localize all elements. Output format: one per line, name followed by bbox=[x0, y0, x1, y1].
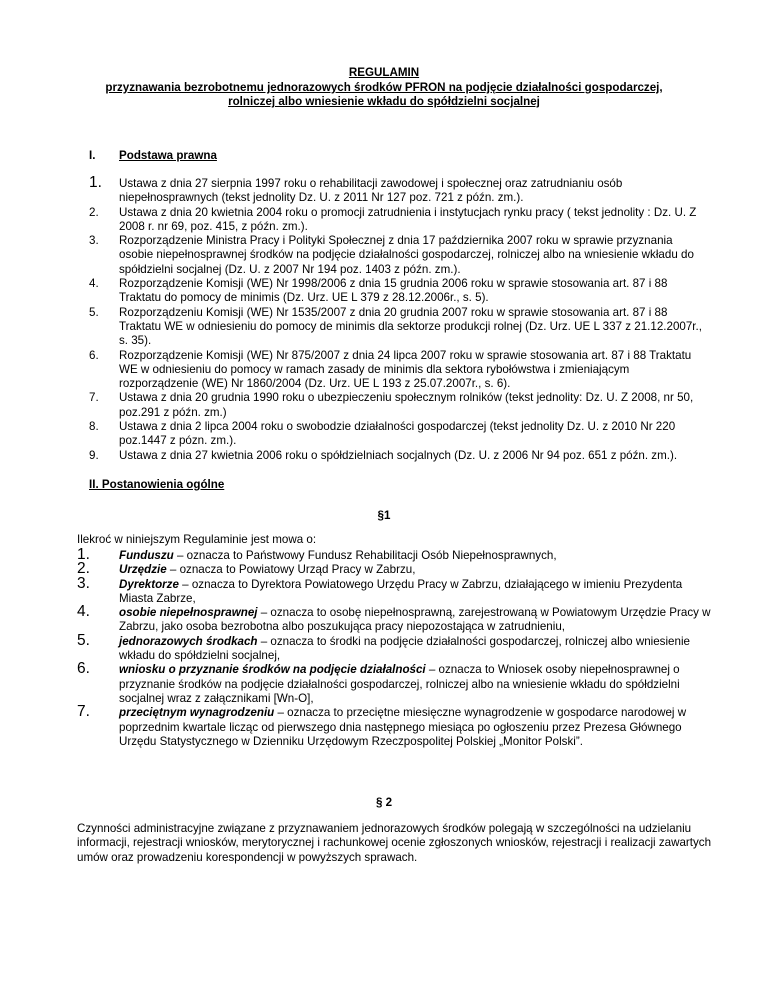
legal-basis-list bbox=[89, 174, 709, 463]
title-line-3: rolniczej albo wniesienie wkładu do spółdzielni socjalnej bbox=[228, 95, 540, 109]
definitions-list bbox=[77, 546, 719, 749]
list-item: 6. wniosku o przyznanie środków na podjęcie działalności – oznacza to Wniosek osoby niepełnosprawnej o przyznanie środków na podjęcie działalności gospodarczej, rolniczej albo na wniesienie wkładu do spółdzielni socjalnej wraz z załącznikami [Wn-O], bbox=[77, 660, 680, 705]
paragraph-1-intro: Ilekroć w niniejszym Regulaminie jest mowa o: bbox=[77, 533, 317, 546]
paragraph-1-label: §1 bbox=[377, 509, 391, 522]
list-item: 6. Rozporządzenie Komisji (WE) Nr 875/2007 z dnia 24 lipca 2007 roku w sprawie stosowania art. 87 i 88 Traktatu WE w odniesieniu do pomocy w ramach zasady de minimis dla sektora rybołówstwa i zmieniającym rozporządzenie (WE) Nr 1860/2004 (Dz. Urz. UE L 193 z 25.07.2007r., s. 6). bbox=[89, 348, 692, 391]
list-item: 7. Ustawa z dnia 20 grudnia 1990 roku o ubezpieczeniu społecznym rolników (tekst jednolity: Dz. U. Z 2008, nr 50, poz.291 z późn. zm.) bbox=[89, 391, 694, 419]
section-2-title: II. Postanowienia ogólne bbox=[89, 478, 225, 491]
list-item: 9. Ustawa z dnia 27 kwietnia 2006 roku o spółdzielniach socjalnych (Dz. U. z 2006 Nr 94 poz. 651 z późn. zm.). bbox=[89, 448, 678, 462]
list-item: 7. przeciętnym wynagrodzeniu – oznacza to przeciętne miesięczne wynagrodzenie w gospodarce narodowej w poprzednim kwartale licząc od pierwszego dnia następnego miesiąca po ogłoszeniu przez Prezesa Głównego Urzędu Statystycznego w Dzienniku Urzędowym Rzeczpospolitej Polskiej „Monitor Polski”. bbox=[77, 703, 687, 748]
list-item: 3. Dyrektorze – oznacza to Dyrektora Powiatowego Urzędu Pracy w Zabrzu, działającego w imieniu Prezydenta Miasta Zabrze, bbox=[77, 574, 683, 605]
document-title bbox=[0, 66, 768, 110]
list-item: 1. Ustawa z dnia 27 sierpnia 1997 roku o rehabilitacji zawodowej i społecznej oraz zatrudnianiu osób niepełnosprawnych (tekst jednolity Dz. U. z 2011 Nr 127 poz. 721 z późn. zm.). bbox=[89, 174, 623, 205]
list-item: 8. Ustawa z dnia 2 lipca 2004 roku o swobodzie działalności gospodarczej (tekst jednolity Dz. U. z 2010 Nr 220 poz.1447 z pózn. zm.). bbox=[89, 420, 676, 448]
list-item: 4. Rozporządzenie Komisji (WE) Nr 1998/2006 z dnia 15 grudnia 2006 roku w sprawie stosowania art. 87 i 88 Traktatu do pomocy de minimis (Dz. Urz. UE L 379 z 28.12.2006r., s. 5). bbox=[89, 277, 668, 305]
list-item: 2. Urzędzie – oznacza to Powiatowy Urząd Pracy w Zabrzu, bbox=[77, 560, 416, 578]
list-item: 2. Ustawa z dnia 20 kwietnia 2004 roku o promocji zatrudnienia i instytucjach rynku pracy ( tekst jednolity : Dz. U. Z 2008 r. nr 69, poz. 415, z późn. zm.). bbox=[89, 205, 697, 233]
list-item: 5. Rozporządzeniu Komisji (WE) Nr 1535/2007 z dnia 20 grudnia 2007 roku w sprawie stosowania art. 87 i 88 Traktatu WE w odniesieniu do pomocy de minimis dla sektorze produkcji rolnej (Dz. Urz. UE L 337 z 21.12.2007r., s. 35). bbox=[89, 305, 702, 348]
section-1-number: I. bbox=[89, 149, 96, 162]
paragraph-2-label: § 2 bbox=[375, 796, 393, 809]
list-item: 4. osobie niepełnosprawnej – oznacza to osobę niepełnosprawną, zarejestrowaną w Powiatowym Urzędzie Pracy w Zabrzu, jako osoba bezrobotna albo poszukująca pracy niepozostająca w zatrudnieniu, bbox=[77, 603, 711, 634]
title-line-2: przyznawania bezrobotnemu jednorazowych środków PFRON na podjęcie działalności gospodarczej, bbox=[105, 80, 663, 94]
section-1-title: Podstawa prawna bbox=[119, 149, 217, 162]
list-item: 5. jednorazowych środkach – oznacza to środki na podjęcie działalności gospodarczej, rolniczej albo wniesienie wkładu do spółdzielni socjalnej, bbox=[77, 631, 690, 663]
title-line-1: REGULAMIN bbox=[348, 66, 420, 79]
paragraph-2-text: Czynności administracyjne związane z przyznawaniem jednorazowych środków polegają w szczególności na udzielaniu informacji, rejestracji wniosków, merytorycznej i rachunkowej ocenie zgłoszonych wniosków, rejestracji i realizacji zawartych umów oraz prowadzeniu korespondencji w powyższych sprawach. bbox=[77, 822, 712, 864]
list-item: 3. Rozporządzenie Ministra Pracy i Polityki Społecznej z dnia 17 października 2007 roku w sprawie przyznania osobie niepełnosprawnej środków na podjęcie działalności gospodarczej, rolniczej albo na wniesienie wkładu do spółdzielni socjalnej (Dz. U. z 2007 Nr 194 poz. 1403 z późn. zm.). bbox=[89, 234, 694, 276]
list-item: 1. Funduszu – oznacza to Państwowy Fundusz Rehabilitacji Osób Niepełnosprawnych, bbox=[77, 546, 557, 563]
